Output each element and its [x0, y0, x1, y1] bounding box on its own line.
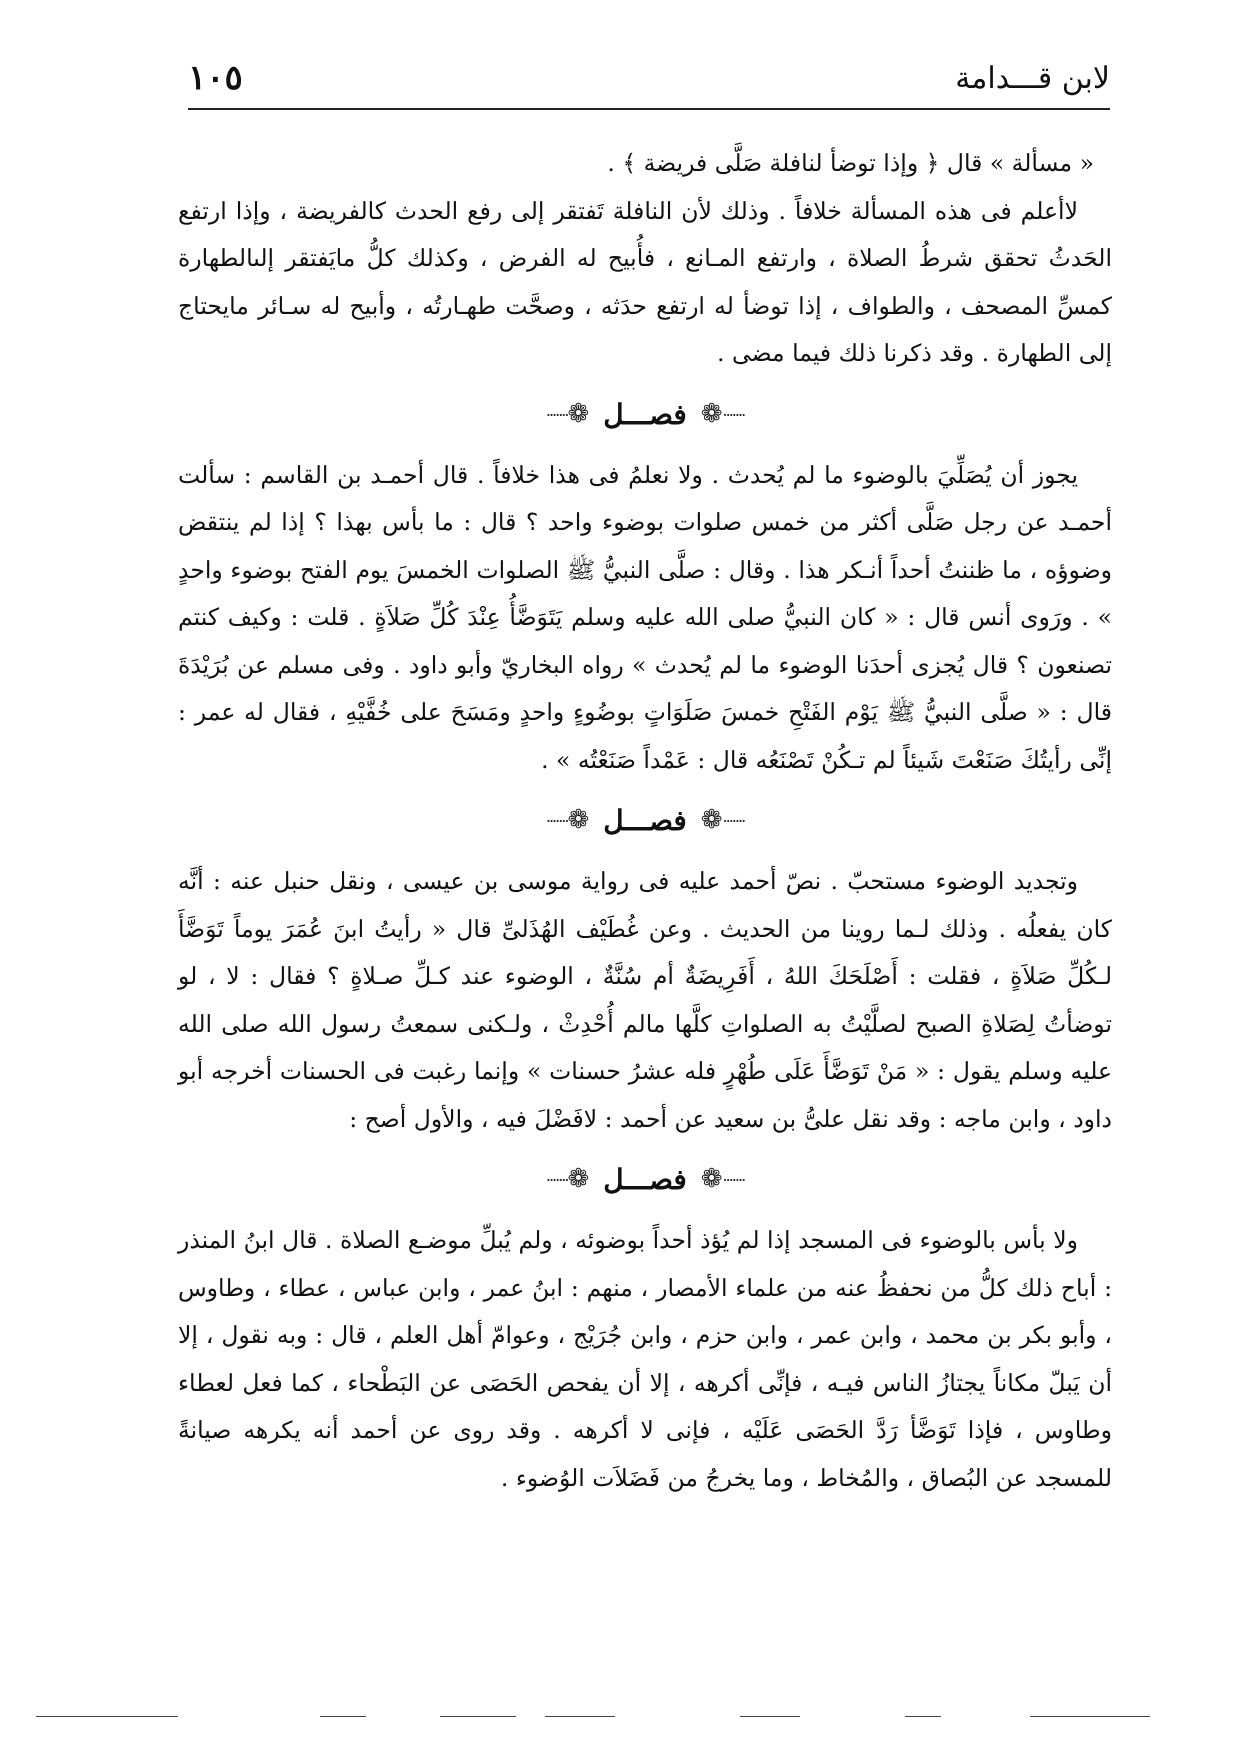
running-title: لابن قـــدامة: [955, 60, 1110, 96]
paragraph: يجوز أن يُصَلِّيَ بالوضوء ما لم يُحدث . ولا نعلمُ فى هذا خلافاً . قال أحمـد بن القاسم : سألت أحمـد عن رجل صَلَّى أكثر من خمس صلوات بوضوء واحد ؟ قال : ما بأس بهذا ؟ إذا لم ينتقض وضوؤه ، ما ظننتُ أحداً أنـكر هذا . وقال : صلَّى النبيُّ ﷺ الصلوات الخمسَ يوم الفتح بوضوء واحدٍ » . ورَوى أنس قال : « كان النبيُّ صلى الله عليه وسلم يَتَوَضَّأُ عِنْدَ كُلِّ صَلاَةٍ . قلت : وكيف كنتم تصنعون ؟ قال يُجزى أحدَنا الوضوء ما لم يُحدث » رواه البخاريّ وأبو داود . وفى مسلم عن بُرَيْدَةَ قال : « صلَّى النبيُّ ﷺ يَوْم الفَتْحِ خمسَ صَلَوَاتٍ بوضُوءٍ واحدٍ ومَسَحَ على خُفَّيْهِ ، فقال له عمر : إنِّى رأيتُكَ صَنَعْتَ شَيئاً لم تـكُنْ تَصْنَعُه قال : عَمْداً صَنَعْتُه » .: [178, 460, 1112, 774]
section-title: فصـــل: [603, 804, 687, 838]
footer-rule-segment: [905, 1716, 941, 1717]
section-heading: [178, 388, 1112, 442]
footer-rule: [0, 1716, 1240, 1722]
footer-rule-segment: [1030, 1716, 1150, 1717]
footer-rule-segment: [320, 1716, 366, 1717]
page-number: ١٠٥: [188, 58, 243, 98]
ornament-icon: ·······❁: [700, 398, 745, 429]
section-title: فصـــل: [603, 1163, 687, 1197]
footer-rule-segment: [36, 1716, 178, 1717]
paragraph: « مسألة » قال ﴿ وإذا توضأ لنافلة صَلَّى فريضة ﴾ .: [607, 149, 1094, 177]
footer-rule-segment: [740, 1716, 800, 1717]
section-title: فصـــل: [603, 397, 687, 431]
paragraph: ولا بأس بالوضوء فى المسجد إذا لم يُؤذ أحداً بوضوئه ، ولم يُبلِّ موضـع الصلاة . قال ابنُ المنذر : أباح ذلك كلُّ من نحفظُ عنه من علماء الأمصار ، منهم : ابنُ عمر ، وابن عباس ، عطاء ، وطاوس ، وأبو بكر بن محمد ، وابن عمر ، وابن حزم ، وابن جُرَيْج ، وعوامّ أهل العلم ، قال : وبه نقول ، إلا أن يَبلّ مكاناً يجتازُ الناس فيـه ، فإنِّى أكرهه ، إلا أن يفحص الحَصَى عن البَطْحاء ، كما فعل لعطاء وطاوس ، فإذا تَوَضَّأ رَدَّ الحَصَى عَلَيْه ، فإنى لا أكرهه . وقد روى عن أحمد أنه يكرهه صيانةً للمسجد عن البُصاق ، والمُخاط ، وما يخرجُ من فَضَلاَت الوُضوء .: [178, 1226, 1112, 1492]
page-body: [178, 140, 1112, 1502]
ornament-icon: ❁·······: [545, 1164, 590, 1195]
section-heading: [178, 1153, 1112, 1207]
ornament-icon: ·······❁: [700, 805, 745, 836]
header-rule: [188, 108, 1110, 110]
paragraph: لاأعلم فى هذه المسألة خلافاً . وذلك لأن النافلة تَفتقر إلى رفع الحدث كالفريضة ، وإذا ارتفع الحَدثُ تحقق شرطُ الصلاة ، وارتفع المـانع ، فأُبيح له الفرض ، وكذلك كلُّ مايَفتقر إلىالطهارة كمسِّ المصحف ، والطواف ، إذا توضأ له ارتفع حدَثه ، وصحَّت طهـارتُه ، وأبيح له سـائر مايحتاج إلى الطهارة . وقد ذكرنا ذلك فيما مضى .: [178, 196, 1112, 367]
footer-rule-segment: [440, 1716, 516, 1717]
ornament-icon: ❁·······: [545, 805, 590, 836]
ornament-icon: ·······❁: [700, 1164, 745, 1195]
ornament-icon: ❁·······: [545, 398, 590, 429]
page-header: [188, 52, 1110, 104]
footer-rule-segment: [545, 1716, 615, 1717]
section-heading: [178, 794, 1112, 848]
paragraph: وتجديد الوضوء مستحبّ . نصّ أحمد عليه فى رواية موسى بن عيسى ، ونقل حنبل عنه : أنَّه كان يفعلُه . وذلك لـما روينا من الحديث . وعن غُطَيْف الهُذَلىِّ قال « رأيتُ ابنَ عُمَرَ يوماً تَوَضَّأَ لـكُلِّ صَلاَةٍ ، فقلت : أَصْلَحَكَ اللهُ ، أَفَرِيضَةٌ أم سُنَّةٌ ، الوضوء عند كـلِّ صـلاةٍ ؟ فقال : لا ، لو توضأتُ لِصَلاةِ الصبح لصلَّيْتُ به الصلواتِ كلَّها مالم أُحْدِثْ ، ولـكنى سمعتُ رسول الله صلى الله عليه وسلم يقول : « مَنْ تَوَضَّأَ عَلَى طُهْرٍ فله عشرُ حسنات » وإنما رغبت فى الحسنات أخرجه أبو داود ، وابن ماجه : وقد نقل علىُّ بن سعيد عن أحمد : لافَضْلَ فيه ، والأول أصح :: [178, 867, 1112, 1133]
